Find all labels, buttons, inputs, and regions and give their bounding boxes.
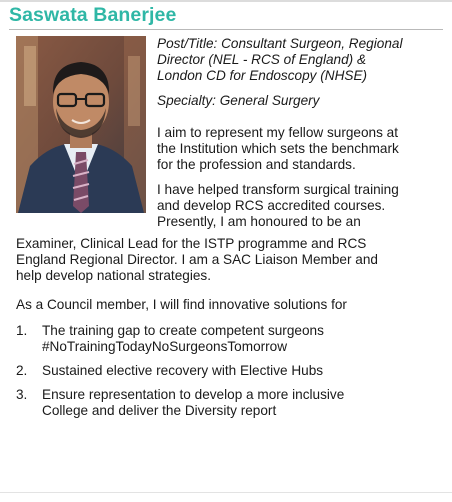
post-title [157,36,447,84]
list-number: 1. [16,323,28,338]
statement-line: Examiner, Clinical Lead for the ISTP programme and RCS [16,236,367,251]
statement-line: help develop national strategies. [16,268,211,283]
list-text-line: The training gap to create competent surgeons [42,323,324,338]
name-divider [9,29,443,30]
top-divider [0,0,452,2]
post-title-line: London CD for Endoscopy (NHSE) [157,68,368,83]
list-text [42,363,446,379]
bottom-divider [0,492,452,493]
statement-line: the Institution which sets the benchmark [157,141,399,156]
list-item [16,363,446,379]
post-title-line: Post/Title: Consultant Surgeon, Regional [157,36,403,51]
statement-line: I have helped transform surgical training [157,182,399,197]
statement-line: I aim to represent my fellow surgeons at [157,125,399,140]
statement-line: and develop RCS accredited courses. [157,198,386,213]
list-text-line: Sustained elective recovery with Elective Hubs [42,363,324,378]
list-text-line: Ensure representation to develop a more inclusive [42,387,345,402]
list-item [16,323,446,355]
list-text [42,323,446,355]
council-intro: As a Council member, I will find innovative solutions for [16,297,347,312]
candidate-portrait [16,36,146,213]
specialty: Specialty: General Surgery [157,93,320,108]
statement-paragraph-1 [157,125,447,173]
portrait-image [16,36,146,213]
list-text-line: College and deliver the Diversity report [42,403,277,418]
hashtag: #NoTrainingTodayNoSurgeonsTomorrow [42,339,288,354]
list-number: 3. [16,387,28,402]
statement-line: England Regional Director. I am a SAC Liaison Member and [16,252,378,267]
pledge-list [16,323,446,427]
candidate-name: Saswata Banerjee [9,4,177,26]
info-column [157,36,447,230]
statement-paragraph-2-start [157,182,447,230]
statement-line: Presently, I am honoured to be an [157,214,361,229]
list-number: 2. [16,363,28,378]
post-title-line: Director (NEL - RCS of England) & [157,52,367,67]
statement-line: for the profession and standards. [157,157,356,172]
statement-paragraph-2-end [16,236,446,284]
list-text [42,387,446,419]
list-item [16,387,446,419]
